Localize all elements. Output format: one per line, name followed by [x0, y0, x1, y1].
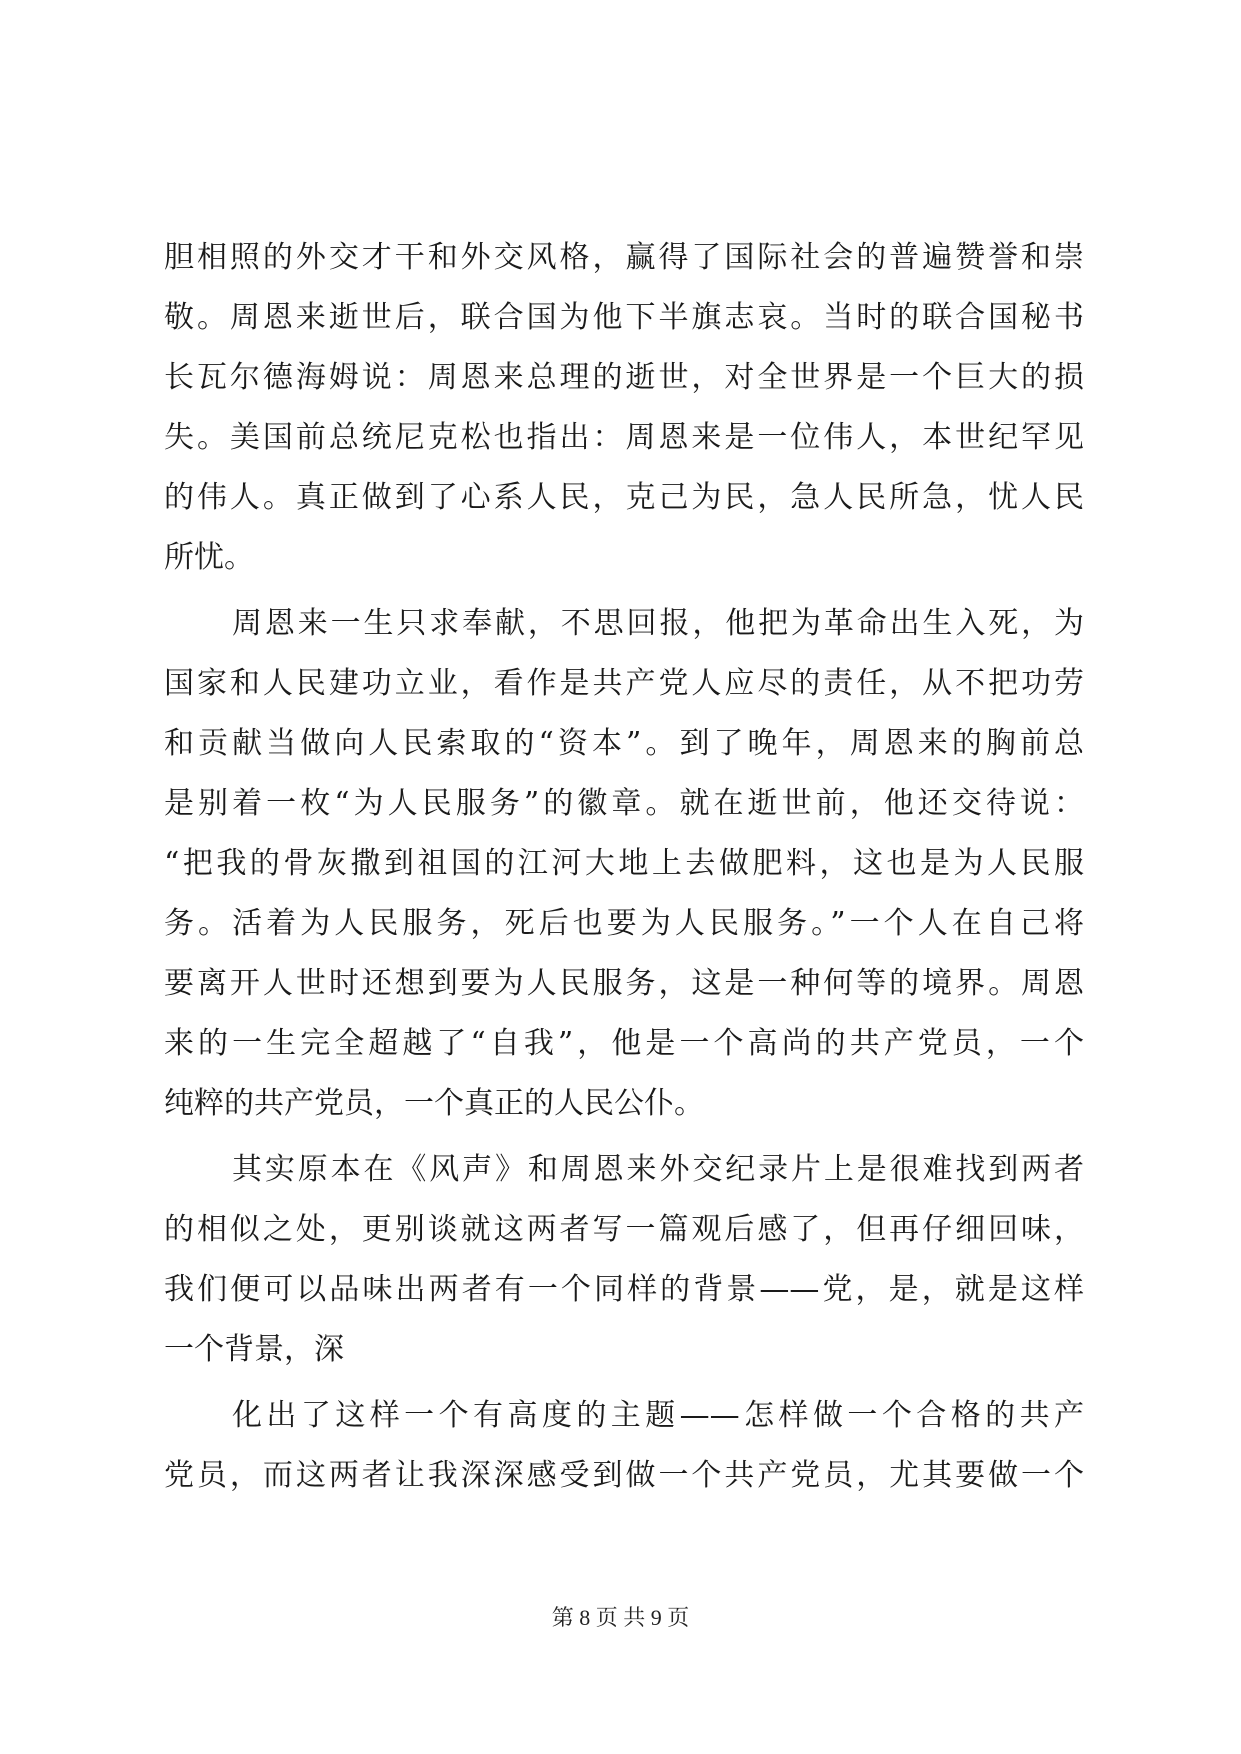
text-line: 胆相照的外交才干和外交风格，赢得了国际社会的普遍赞誉和崇: [164, 240, 1084, 275]
text-line: 一个背景，深: [164, 1332, 344, 1367]
text-line: 所忧。: [164, 540, 254, 575]
text-line: 来的一生完全超越了“自我”，他是一个高尚的共产党员，一个: [164, 1026, 1084, 1061]
text-line: 长瓦尔德海姆说：周恩来总理的逝世，对全世界是一个巨大的损: [164, 360, 1084, 395]
text-line: 周恩来一生只求奉献，不思回报，他把为革命出生入死，为: [232, 606, 1084, 641]
text-line: 国家和人民建功立业，看作是共产党人应尽的责任，从不把功劳: [164, 666, 1084, 701]
text-line: 纯粹的共产党员，一个真正的人民公仆。: [164, 1086, 704, 1121]
text-line: 党员，而这两者让我深深感受到做一个共产党员，尤其要做一个: [164, 1458, 1084, 1493]
body-text: [164, 228, 1084, 1506]
page-number-footer: 第 8 页 共 9 页: [551, 1605, 690, 1630]
text-line: 其实原本在《风声》和周恩来外交纪录片上是很难找到两者: [232, 1152, 1084, 1187]
text-line: 敬。周恩来逝世后，联合国为他下半旗志哀。当时的联合国秘书: [164, 300, 1084, 335]
text-line: 化出了这样一个有高度的主题——怎样做一个合格的共产: [232, 1398, 1084, 1433]
text-line: 是别着一枚“为人民服务”的徽章。就在逝世前，他还交待说：: [164, 786, 1084, 821]
text-line: 我们便可以品味出两者有一个同样的背景——党，是，就是这样: [164, 1272, 1084, 1307]
text-line: 的伟人。真正做到了心系人民，克己为民，急人民所急，忧人民: [164, 480, 1084, 515]
text-line: 的相似之处，更别谈就这两者写一篇观后感了，但再仔细回味，: [164, 1212, 1084, 1247]
paragraph: [164, 1140, 1084, 1380]
paragraph: [164, 228, 1084, 588]
paragraph: [164, 1386, 1084, 1506]
text-line: “把我的骨灰撒到祖国的江河大地上去做肥料，这也是为人民服: [164, 846, 1084, 881]
text-line: 和贡献当做向人民索取的“资本”。到了晚年，周恩来的胸前总: [164, 726, 1084, 761]
text-line: 失。美国前总统尼克松也指出：周恩来是一位伟人，本世纪罕见: [164, 420, 1084, 455]
text-line: 要离开人世时还想到要为人民服务，这是一种何等的境界。周恩: [164, 966, 1084, 1001]
paragraph: [164, 594, 1084, 1134]
text-line: 务。活着为人民服务，死后也要为人民服务。”一个人在自己将: [164, 906, 1084, 941]
